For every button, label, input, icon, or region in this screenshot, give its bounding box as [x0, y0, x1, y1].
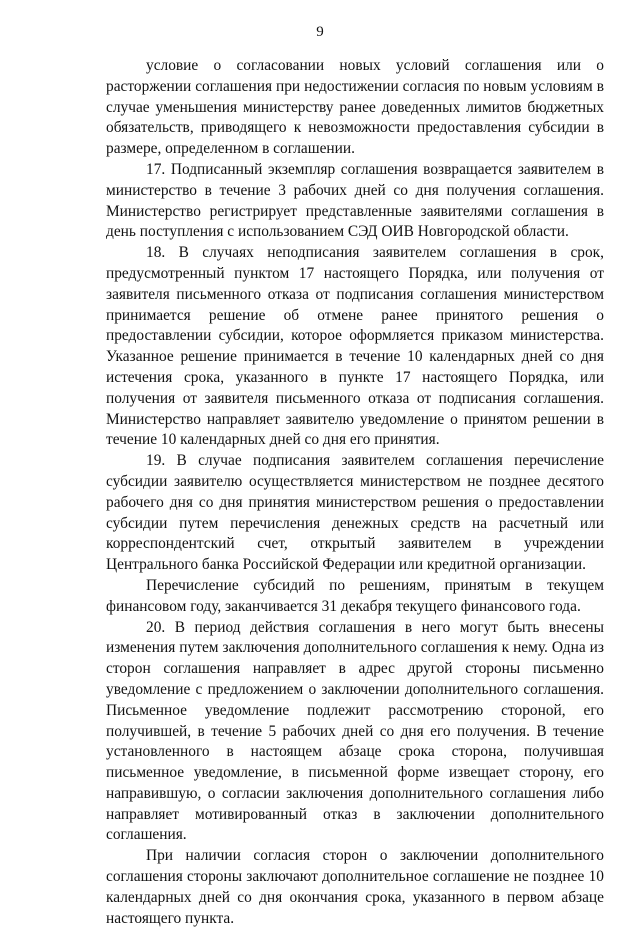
paragraph-continuation: условие о согласовании новых условий соглашения или о расторжении соглашения при недостижении согласия по новым условиям в случае уменьшения министерству ранее доведенных лимитов бюджетных обязательств, приводящего к невозможности предоставления субсидии в размере, определенном в соглашении.	[106, 57, 604, 158]
paragraph-item-20-agreement: При наличии согласия сторон о заключении дополнительного соглашения стороны заключают дополнительное соглашение не позднее 10 календарных дней со дня окончания срока, указанного в первом абзаце настоящего пункта.	[106, 847, 604, 927]
paragraph-item-19-transfer: Перечисление субсидий по решениям, принятым в текущем финансовом году, заканчивается 31 декабря текущего финансового года.	[106, 576, 604, 615]
document-body	[106, 56, 604, 929]
paragraph-item-17: 17. Подписанный экземпляр соглашения возвращается заявителем в министерство в течение 3 рабочих дней со дня получения соглашения. Министерство регистрирует представленные заявителями соглашения в день поступления с использованием СЭД ОИВ Новгородской области.	[106, 160, 604, 241]
paragraph-item-19: 19. В случае подписания заявителем соглашения перечисление субсидии заявителю осуществляется министерством не позднее десятого рабочего дня со дня принятия министерством решения о предоставлении субсидии путем перечисления денежных средств на расчетный или корреспондентский счет, открытый заявителем в учреждении Центрального банка Российской Федерации или кредитной организации.	[106, 452, 604, 574]
page-number: 9	[316, 24, 324, 40]
paragraph-item-18: 18. В случаях неподписания заявителем соглашения в срок, предусмотренный пунктом 17 настоящего Порядка, или получения от заявителя письменного отказа от подписания соглашения министерством принимается решение об отмене ранее принятого решения о предоставлении субсидии, которое оформляется приказом министерства. Указанное решение принимается в течение 10 календарных дней со дня истечения срока, указанного в пункте 17 настоящего Порядка, или получения от заявителя письменного отказа от подписания соглашения. Министерство направляет заявителю уведомление о принятом решении в течение 10 календарных дней со дня его принятия.	[106, 244, 604, 449]
paragraph-item-20: 20. В период действия соглашения в него могут быть внесены изменения путем заключения дополнительного соглашения к нему. Одна из сторон соглашения направляет в адрес другой стороны письменно уведомление с предложением о заключении дополнительного соглашения. Письменное уведомление подлежит рассмотрению стороной, его получившей, в течение 5 рабочих дней со дня его получения. В течение установленного в настоящем абзаце срока сторона, получившая письменное уведомление, в письменной форме извещает сторону, его направившую, о согласии заключения дополнительного соглашения либо направляет мотивированный отказ в заключении дополнительного соглашения.	[106, 618, 604, 844]
